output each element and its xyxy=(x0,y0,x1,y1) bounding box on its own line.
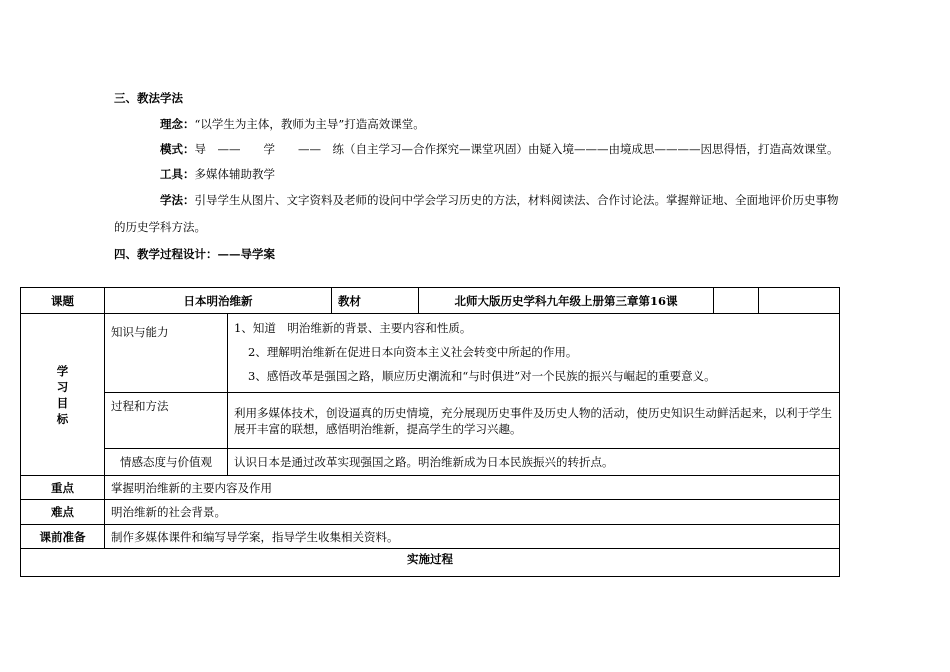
knowledge-row xyxy=(21,314,840,393)
tool-text: 多媒体辅助教学 xyxy=(194,167,275,181)
concept-text: “以学生为主体，教师为主导”打造高效课堂。 xyxy=(194,117,425,131)
learning-goals-label: 学 习 目 标 xyxy=(21,314,105,476)
lesson-plan-table xyxy=(20,287,840,577)
topic-row xyxy=(21,288,840,314)
emotion-row xyxy=(21,449,840,476)
key-text: 掌握明治维新的主要内容及作用 xyxy=(105,476,840,500)
key-row xyxy=(21,476,840,500)
implementation-label: 实施过程 xyxy=(21,549,840,577)
topic-label: 课题 xyxy=(21,288,105,314)
textbook-label: 教材 xyxy=(332,288,419,314)
knowledge-label: 知识与能力 xyxy=(105,314,228,393)
section3-heading: 三、教法学法 xyxy=(114,91,183,105)
tool-label: 工具： xyxy=(160,167,195,181)
mode-line xyxy=(160,141,839,157)
study-line xyxy=(160,192,839,208)
key-label: 重点 xyxy=(21,476,105,500)
prep-text: 制作多媒体课件和编写导学案，指导学生收集相关资料。 xyxy=(105,525,840,549)
difficulty-label: 难点 xyxy=(21,500,105,525)
implementation-row xyxy=(21,549,840,577)
textbook-value: 北师大版历史学科九年级上册第三章第16课 xyxy=(419,288,714,314)
process-label: 过程和方法 xyxy=(105,393,228,449)
study-text-1: 引导学生从图片、文字资料及老师的设问中学会学习历史的方法，材料阅读法、合作讨论法。掌握辩证地、全面地评价历史事物 xyxy=(194,193,839,207)
emotion-label: 情感态度与价值观 xyxy=(105,449,228,476)
prep-label: 课前准备 xyxy=(21,525,105,549)
knowledge-item: 1、知道 明治维新的背景、主要内容和性质。 xyxy=(234,321,472,335)
mode-text: 导 —— 学 —— 练（自主学习—合作探究—课堂巩固）由疑入境———由境成思————因思得悟，打造高效课堂。 xyxy=(194,142,839,156)
knowledge-item: 3、感悟改革是强国之路，顺应历史潮流和“与时俱进”对一个民族的振兴与崛起的重要意义。 xyxy=(248,369,716,383)
empty-cell-2 xyxy=(759,288,840,314)
difficulty-row xyxy=(21,500,840,525)
difficulty-text: 明治维新的社会背景。 xyxy=(105,500,840,525)
concept-label: 理念： xyxy=(160,117,195,131)
study-label: 学法： xyxy=(160,193,195,207)
section4-heading: 四、教学过程设计：——导学案 xyxy=(114,247,275,261)
knowledge-content xyxy=(228,314,840,393)
empty-cell-1 xyxy=(714,288,759,314)
tool-line xyxy=(160,166,275,182)
process-row xyxy=(21,393,840,449)
emotion-text: 认识日本是通过改革实现强国之路。明治维新成为日本民族振兴的转折点。 xyxy=(228,449,840,476)
topic-value: 日本明治维新 xyxy=(105,288,332,314)
concept-line xyxy=(160,116,425,132)
knowledge-item: 2、理解明治维新在促进日本向资本主义社会转变中所起的作用。 xyxy=(248,345,578,359)
study-line-2: 的历史学科方法。 xyxy=(114,220,206,234)
process-text: 利用多媒体技术，创设逼真的历史情境，充分展现历史事件及历史人物的活动，使历史知识生动鲜活起来，以利于学生展开丰富的联想，感悟明治维新，提高学生的学习兴趣。 xyxy=(228,393,840,449)
prep-row xyxy=(21,525,840,549)
mode-label: 模式： xyxy=(160,142,195,156)
